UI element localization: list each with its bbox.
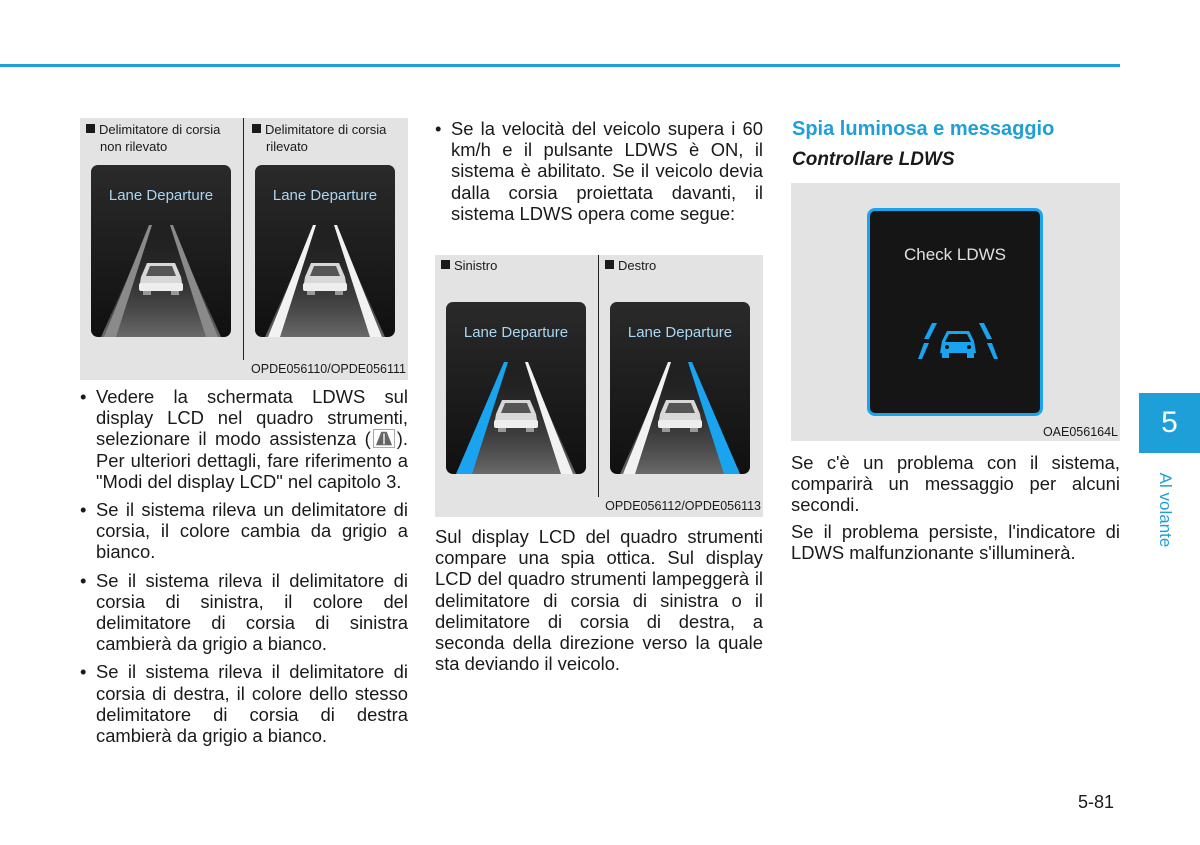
car-icon bbox=[303, 263, 347, 295]
figure-divider bbox=[598, 255, 599, 497]
figure-code: OAE056164L bbox=[1042, 425, 1118, 439]
list-item: • Se il sistema rileva il delimitatore di corsia di destra, il colore dello stesso delimitatore di corsia di destra cambierà da grigio a bianco. bbox=[80, 661, 408, 746]
figure-divider bbox=[243, 118, 244, 360]
page-number: 5-81 bbox=[1078, 792, 1115, 812]
section-subheading: Controllare LDWS bbox=[792, 149, 955, 170]
figure-label-detected: Delimitatore di corsia rilevato bbox=[252, 121, 386, 155]
car-icon bbox=[658, 400, 702, 432]
lcd-message: Check LDWS bbox=[903, 245, 1007, 264]
figure-label-not-detected: Delimitatore di corsia non rilevato bbox=[86, 121, 220, 155]
lane-warning-icon bbox=[918, 321, 998, 361]
header-rule bbox=[0, 64, 1120, 67]
list-item: • Se la velocità del veicolo supera i 60 km/h e il pulsante LDWS è ON, il sistema è abilitato. Se il veicolo devia dalla corsia proiettata davanti, il sistema LDWS opera come segue: bbox=[435, 118, 763, 224]
car-icon bbox=[139, 263, 183, 295]
body-paragraph: Se c'è un problema con il sistema, comparirà un messaggio per alcuni secondi. bbox=[791, 452, 1120, 516]
lcd-title: Lane Departure bbox=[463, 324, 569, 341]
bullet-list bbox=[80, 386, 408, 753]
lcd-screen-check-ldws bbox=[867, 208, 1043, 416]
figure-check-ldws bbox=[791, 183, 1120, 441]
lcd-title: Lane Departure bbox=[272, 187, 378, 204]
figure-label-left: Sinistro bbox=[441, 257, 497, 274]
lcd-screen-detected bbox=[255, 165, 395, 337]
figure-lane-departure bbox=[435, 255, 763, 517]
body-paragraph: Se il problema persiste, l'indicatore di LDWS malfunzionante s'illuminerà. bbox=[791, 521, 1120, 564]
lcd-title: Lane Departure bbox=[627, 324, 733, 341]
figure-code: OPDE056112/OPDE056113 bbox=[605, 499, 761, 513]
lcd-screen-right-departure bbox=[610, 302, 750, 474]
assist-mode-icon bbox=[373, 429, 395, 448]
lcd-screen-left-departure bbox=[446, 302, 586, 474]
list-item: • Se il sistema rileva un delimitatore di corsia, il colore cambia da grigio a bianco. bbox=[80, 499, 408, 563]
section-heading: Spia luminosa e messaggio bbox=[792, 118, 1055, 140]
chapter-tab: 5 bbox=[1139, 393, 1200, 453]
lcd-title: Lane Departure bbox=[108, 187, 214, 204]
figure-label-right: Destro bbox=[605, 257, 656, 274]
chapter-title: Al volante bbox=[1156, 472, 1175, 548]
bullet-list bbox=[435, 118, 763, 231]
list-item: • Se il sistema rileva il delimitatore di corsia di sinistra, il colore del delimitatore di corsia di sinistra cambierà da grigio a bianco. bbox=[80, 570, 408, 655]
car-icon bbox=[494, 400, 538, 432]
figure-code: OPDE056110/OPDE056111 bbox=[251, 362, 406, 376]
figure-lane-detection bbox=[80, 118, 408, 380]
lcd-screen-not-detected bbox=[91, 165, 231, 337]
body-paragraph: Sul display LCD del quadro strumenti compare una spia ottica. Sul display LCD del quadro strumenti lampeggerà il delimitatore di corsia di sinistra o il delimitatore di corsia di destra, a seconda della direzione verso la quale sta deviando il veicolo. bbox=[435, 526, 763, 675]
list-item: • Vedere la schermata LDWS sul display LCD nel quadro strumenti, selezionare il modo assistenza ( ). Per ulteriori dettagli, fare riferimento a "Modi del display LCD" nel capitolo 3. bbox=[80, 386, 408, 492]
